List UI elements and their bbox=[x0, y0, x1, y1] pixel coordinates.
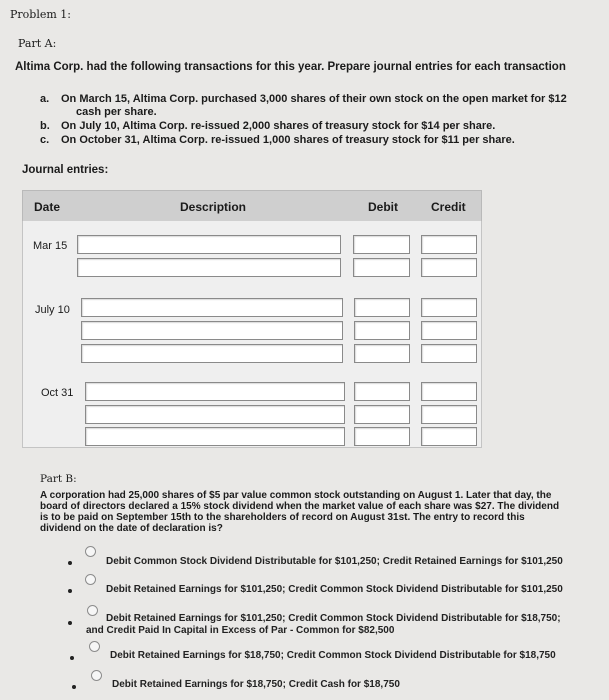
problem-title: Problem 1: bbox=[10, 8, 71, 21]
part-a-label: Part A: bbox=[18, 37, 57, 50]
date-oct-31: Oct 31 bbox=[41, 387, 74, 399]
bullet-icon bbox=[70, 656, 74, 660]
debit-input[interactable] bbox=[354, 298, 410, 317]
option-2-radio[interactable] bbox=[85, 574, 96, 585]
option-5-label: Debit Retained Earnings for $18,750; Credit Cash for $18,750 bbox=[112, 679, 400, 690]
description-input[interactable] bbox=[85, 427, 345, 446]
debit-input[interactable] bbox=[354, 405, 410, 424]
option-1-label: Debit Common Stock Dividend Distributable for $101,250; Credit Retained Earnings for $101,250 bbox=[106, 556, 563, 567]
credit-input[interactable] bbox=[421, 321, 477, 340]
option-1-radio[interactable] bbox=[85, 546, 96, 557]
debit-input[interactable] bbox=[354, 344, 410, 363]
credit-input[interactable] bbox=[421, 344, 477, 363]
journal-table-header bbox=[22, 190, 482, 222]
bullet-icon bbox=[68, 561, 72, 565]
journal-table-body bbox=[22, 221, 482, 448]
header-credit: Credit bbox=[431, 200, 466, 214]
item-a-marker: a. bbox=[40, 93, 50, 105]
question-line: dividend on the date of declaration is? bbox=[40, 523, 223, 534]
item-b-line1: On July 10, Altima Corp. re-issued 2,000 shares of treasury stock for $14 per share. bbox=[61, 120, 496, 132]
header-debit: Debit bbox=[368, 200, 398, 214]
description-input[interactable] bbox=[81, 321, 343, 340]
question-line: A corporation had 25,000 shares of $5 par value common stock outstanding on August 1. Later that day, the bbox=[40, 490, 552, 501]
debit-input[interactable] bbox=[353, 235, 410, 254]
option-5-radio[interactable] bbox=[91, 670, 102, 681]
journal-entries-label: Journal entries: bbox=[22, 164, 109, 176]
debit-input[interactable] bbox=[354, 427, 410, 446]
debit-input[interactable] bbox=[354, 382, 410, 401]
item-c-marker: c. bbox=[40, 134, 50, 146]
credit-input[interactable] bbox=[421, 382, 477, 401]
header-description: Description bbox=[180, 200, 247, 214]
option-3-radio[interactable] bbox=[87, 605, 98, 616]
question-line: board of directors declared a 15% stock dividend when the market value of each share was $27. The dividend bbox=[40, 501, 560, 512]
description-input[interactable] bbox=[85, 405, 345, 424]
bullet-icon bbox=[72, 685, 76, 689]
option-3-label-line2: and Credit Paid In Capital in Excess of Par - Common for $82,500 bbox=[86, 625, 395, 636]
description-input[interactable] bbox=[81, 298, 343, 317]
debit-input[interactable] bbox=[354, 321, 410, 340]
part-b-label: Part B: bbox=[40, 473, 77, 485]
option-2-label: Debit Retained Earnings for $101,250; Credit Common Stock Dividend Distributable for $101,250 bbox=[106, 584, 563, 595]
debit-input[interactable] bbox=[353, 258, 410, 277]
option-3-label-line1: Debit Retained Earnings for $101,250; Credit Common Stock Dividend Distributable for $18,750; bbox=[106, 613, 561, 624]
description-input[interactable] bbox=[81, 344, 343, 363]
description-input[interactable] bbox=[77, 235, 341, 254]
credit-input[interactable] bbox=[421, 298, 477, 317]
question-line: is to be paid on September 15th to the shareholders of record on August 31st. The entry to record this bbox=[40, 512, 525, 523]
option-4-label: Debit Retained Earnings for $18,750; Credit Common Stock Dividend Distributable for $18,750 bbox=[110, 650, 556, 661]
bullet-icon bbox=[68, 621, 72, 625]
option-4-radio[interactable] bbox=[89, 641, 100, 652]
item-a-line1: On March 15, Altima Corp. purchased 3,000 shares of their own stock on the open market for $12 bbox=[61, 93, 567, 105]
credit-input[interactable] bbox=[421, 427, 477, 446]
credit-input[interactable] bbox=[421, 235, 477, 254]
item-a-line2: cash per share. bbox=[76, 106, 157, 118]
credit-input[interactable] bbox=[421, 405, 477, 424]
item-b-marker: b. bbox=[40, 120, 50, 132]
date-july-10: July 10 bbox=[35, 304, 70, 316]
part-b-question bbox=[40, 490, 559, 534]
bullet-icon bbox=[68, 589, 72, 593]
part-a-intro: Altima Corp. had the following transactions for this year. Prepare journal entries for each transaction bbox=[15, 61, 566, 73]
header-date: Date bbox=[34, 200, 61, 214]
item-c-line1: On October 31, Altima Corp. re-issued 1,000 shares of treasury stock for $11 per share. bbox=[61, 134, 515, 146]
description-input[interactable] bbox=[77, 258, 341, 277]
credit-input[interactable] bbox=[421, 258, 477, 277]
date-mar-15: Mar 15 bbox=[33, 240, 68, 252]
description-input[interactable] bbox=[85, 382, 345, 401]
